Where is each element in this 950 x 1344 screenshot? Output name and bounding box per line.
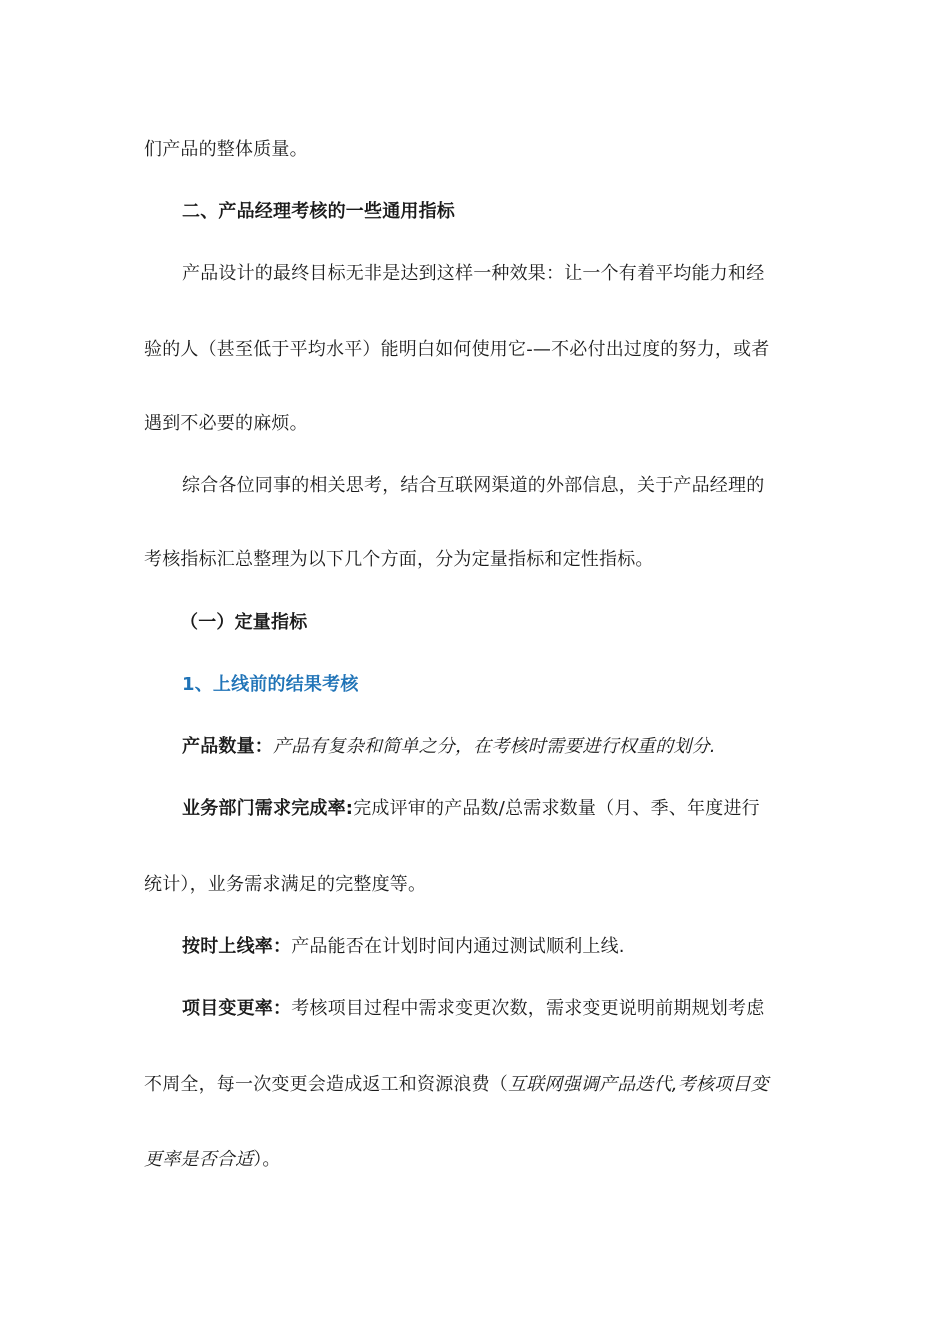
- indicator-item: [182, 997, 764, 1021]
- indicator-label: 按时上线率：: [182, 936, 292, 957]
- paragraph-line: [182, 262, 764, 286]
- blue-heading-text: 1、上线前的结果考核: [182, 674, 359, 695]
- paragraph-text: 综合各位同事的相关思考，结合互联网渠道的外部信息，关于产品经理的: [182, 475, 765, 496]
- section-heading: [182, 200, 455, 224]
- paragraph-text: 产品设计的最终目标无非是达到这样一种效果：让一个有着平均能力和经: [182, 263, 765, 284]
- section-heading-text: 二、产品经理考核的一些通用指标: [182, 201, 455, 222]
- indicator-text: 考核项目过程中需求变更次数，需求变更说明前期规划考虑: [291, 998, 765, 1019]
- indicator-text: 完成评审的产品数/总需求数量（月、季、年度进行: [353, 798, 760, 819]
- paragraph-line: [144, 338, 770, 362]
- sub-heading: [180, 611, 307, 635]
- indicator-item: [182, 935, 625, 959]
- paragraph-text-italic: 互联网强调产品迭代,考核项目变: [508, 1074, 769, 1095]
- paragraph-text: 遇到不必要的麻烦。: [144, 413, 308, 434]
- paragraph-text-italic: 更率是否合适: [144, 1149, 254, 1170]
- indicator-label: 项目变更率：: [182, 998, 292, 1019]
- sub-heading-text: （一）定量指标: [180, 612, 308, 633]
- paragraph-line: [144, 1148, 281, 1172]
- blue-heading: [182, 673, 359, 697]
- paragraph-line: [144, 412, 308, 436]
- indicator-label: 产品数量：: [182, 736, 273, 757]
- indicator-label: 业务部门需求完成率:: [182, 798, 354, 819]
- paragraph-line: [144, 1073, 769, 1097]
- paragraph-text: ）。: [253, 1149, 281, 1170]
- paragraph-text: 验的人（甚至低于平均水平）能明白如何使用它-—不必付出过度的努力，或者: [144, 339, 770, 360]
- paragraph-text: 们产品的整体质量。: [144, 139, 308, 160]
- paragraph-text: 考核指标汇总整理为以下几个方面，分为定量指标和定性指标。: [144, 549, 654, 570]
- indicator-text: 产品有复杂和简单之分，在考核时需要进行权重的划分.: [273, 736, 716, 757]
- indicator-item: [182, 735, 716, 759]
- paragraph-text: 不周全，每一次变更会造成返工和资源浪费（: [144, 1074, 508, 1095]
- indicator-item: [182, 797, 760, 821]
- paragraph-line: [144, 873, 426, 897]
- paragraph-line: [144, 138, 308, 162]
- indicator-text: 产品能否在计划时间内通过测试顺利上线.: [291, 936, 625, 957]
- paragraph-text: 统计），业务需求满足的完整度等。: [144, 874, 427, 895]
- paragraph-line: [182, 474, 764, 498]
- paragraph-line: [144, 548, 654, 572]
